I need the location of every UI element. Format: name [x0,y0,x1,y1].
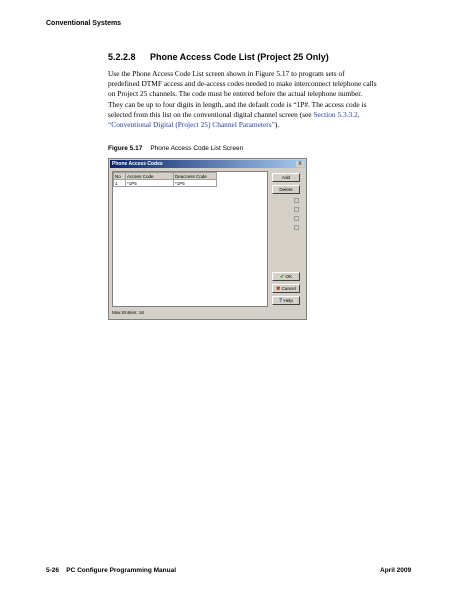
body-text-fragment: ). [274,120,280,130]
section-number: 5.2.2.8 [108,52,136,62]
body-line: Use the Phone Access Code List screen shown in Figure 5.17 to program sets of [108,69,345,78]
column-header-no: No [114,173,126,180]
body-line: They can be up to four digits in length, and the default code is “1P#. The access code is [108,99,367,109]
cell-access-code[interactable]: *1P5 [126,180,174,187]
figure-caption [108,145,243,152]
running-header: Conventional Systems [46,20,122,27]
cell-deaccess-code[interactable]: *1P5 [174,180,217,187]
figure-label: Figure 5.17 [108,145,143,152]
paste-icon[interactable] [294,207,299,212]
cell-no: 1 [114,180,126,187]
access-code-grid[interactable] [112,171,268,307]
help-button-label: Help [283,298,293,303]
cross-icon: ✖ [276,286,281,292]
phone-access-codes-dialog [108,158,307,320]
body-line: predefined DTMF access and de-access codes needed to make interconnect telephone calls [108,79,377,89]
column-header-deaccess-code: Deaccess Code [174,173,217,180]
move-down-icon[interactable] [294,225,299,230]
add-button[interactable]: Add [272,173,300,182]
dialog-titlebar [110,160,305,168]
section-link[interactable]: Section 5.3.3.2, [313,109,360,119]
ok-button[interactable] [272,272,300,281]
dialog-title: Phone Access Codes [112,161,163,167]
body-text-fragment: selected from this list on the conventional digital channel screen (see [108,109,314,119]
cancel-button[interactable] [272,284,300,293]
close-icon[interactable]: X [296,161,304,167]
copy-icon[interactable] [294,198,299,203]
column-header-access-code: Access Code [126,173,174,180]
table-header-row [114,173,217,180]
footer-page-title: 5-26 PC Configure Programming Manual [46,567,177,574]
delete-button[interactable]: Delete [272,185,300,194]
access-code-table [113,172,217,187]
cancel-button-label: Cancel [281,286,296,291]
table-row[interactable] [114,180,217,187]
figure-title: Phone Access Code List Screen [150,145,244,152]
footer-date: April 2009 [380,567,412,574]
section-link-title[interactable]: “Conventional Digital (Project 25) Channel Parameters” [108,120,275,130]
body-line [108,120,422,130]
body-line [108,110,422,120]
max-entries-status: Max Entries: 16 [112,310,144,315]
ok-button-label: OK [285,274,293,279]
help-button[interactable] [272,296,300,305]
move-up-icon[interactable] [294,216,299,221]
help-icon: ? [279,298,283,304]
body-paragraph [108,69,422,130]
section-title: Phone Access Code List (Project 25 Only) [150,52,329,62]
checkmark-icon: ✔ [279,274,285,280]
body-line: on Project 25 channels. The code must be entered before the actual telephone number. [108,89,363,99]
